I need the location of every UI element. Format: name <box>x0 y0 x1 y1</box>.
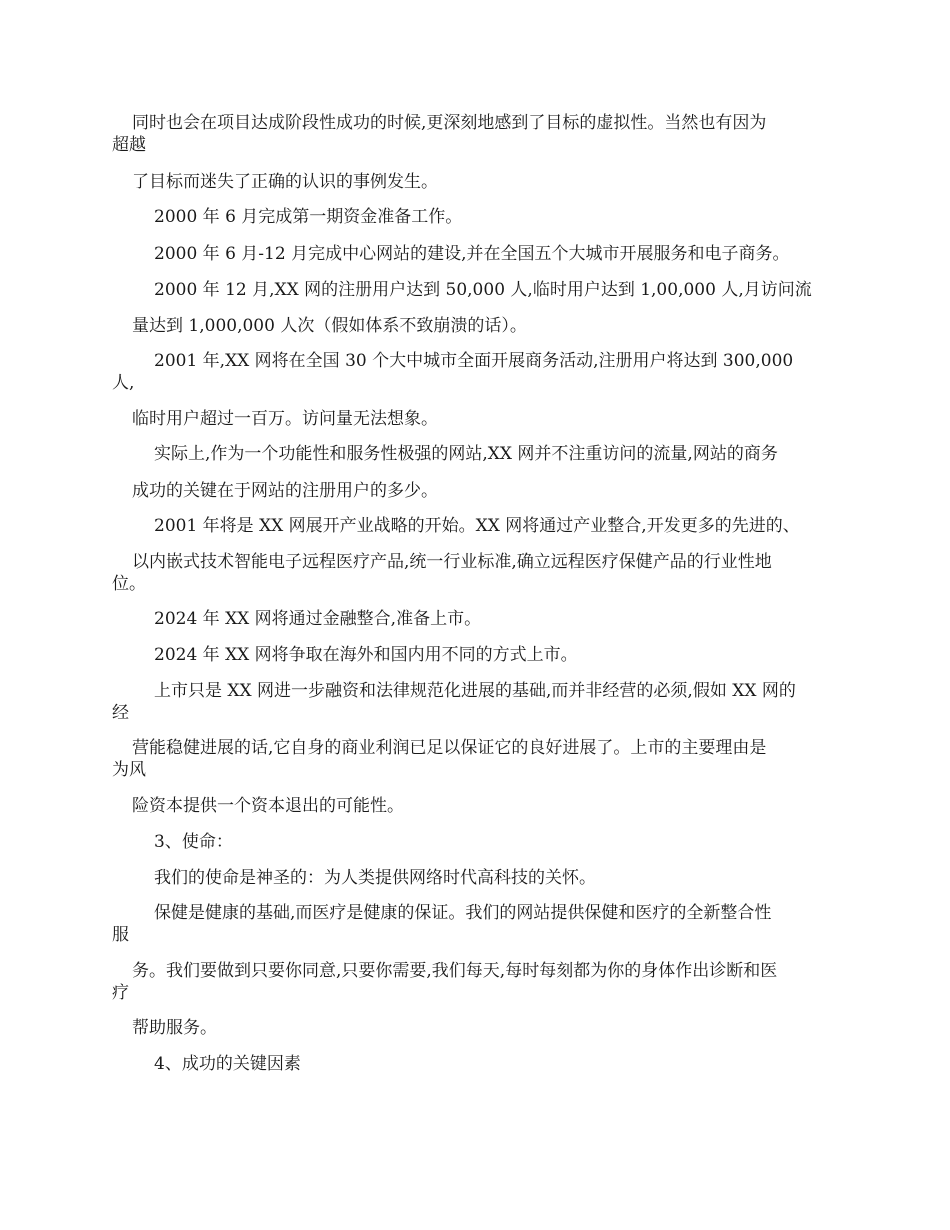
text-line: 以内嵌式技术智能电子远程医疗产品,统一行业标准,确立远程医疗保健产品的行业性地 <box>132 552 772 572</box>
text-line: 我们的使命是神圣的：为人类提供网络时代高科技的关怀。 <box>154 868 596 888</box>
text-line: 险资本提供一个资本退出的可能性。 <box>132 796 404 816</box>
text-line: 量达到 1,000,000 人次（假如体系不致崩溃的话）。 <box>132 316 527 336</box>
text-line: 临时用户超过一百万。访问量无法想象。 <box>132 409 438 429</box>
text-line: 经 <box>112 703 129 723</box>
text-line: 2024 年 XX 网将争取在海外和国内用不同的方式上市。 <box>154 645 578 665</box>
text-line: 2000 年 12 月,XX 网的注册用户达到 50,000 人,临时用户达到 1,00,000 人,月访问流 <box>154 280 812 300</box>
text-line: 位。 <box>112 574 146 594</box>
text-line: 2000 年 6 月-12 月完成中心网站的建设,并在全国五个大城市开展服务和电子商务。 <box>154 244 790 264</box>
text-line: 同时也会在项目达成阶段性成功的时候,更深刻地感到了目标的虚拟性。当然也有因为 <box>132 113 767 133</box>
text-line: 人, <box>112 373 135 393</box>
text-line: 营能稳健进展的话,它自身的商业利润已足以保证它的良好进展了。上市的主要理由是 <box>132 738 767 758</box>
section-heading: 4、成功的关键因素 <box>154 1054 301 1074</box>
text-line: 超越 <box>112 135 146 155</box>
text-line: 为风 <box>112 760 146 780</box>
text-line: 保健是健康的基础,而医疗是健康的保证。我们的网站提供保健和医疗的全新整合性 <box>154 903 772 923</box>
text-line: 务。我们要做到只要你同意,只要你需要,我们每天,每时每刻都为你的身体作出诊断和医 <box>132 961 778 981</box>
text-line: 2001 年,XX 网将在全国 30 个大中城市全面开展商务活动,注册用户将达到 300,000 <box>154 351 794 371</box>
text-line: 服 <box>112 925 129 945</box>
text-line: 疗 <box>112 983 129 1003</box>
text-line: 2024 年 XX 网将通过金融整合,准备上市。 <box>154 609 482 629</box>
section-heading: 3、使命： <box>154 832 233 852</box>
text-line: 实际上,作为一个功能性和服务性极强的网站,XX 网并不注重访问的流量,网站的商务 <box>154 444 778 464</box>
text-line: 上市只是 XX 网进一步融资和法律规范化进展的基础,而并非经营的必须,假如 XX 网的 <box>154 681 796 701</box>
text-line: 了目标而迷失了正确的认识的事例发生。 <box>132 172 438 192</box>
text-line: 成功的关键在于网站的注册用户的多少。 <box>132 481 438 501</box>
text-line: 帮助服务。 <box>132 1018 217 1038</box>
text-line: 2001 年将是 XX 网展开产业战略的开始。XX 网将通过产业整合,开发更多的先进的、 <box>154 516 800 536</box>
text-line: 2000 年 6 月完成第一期资金准备工作。 <box>154 207 463 227</box>
